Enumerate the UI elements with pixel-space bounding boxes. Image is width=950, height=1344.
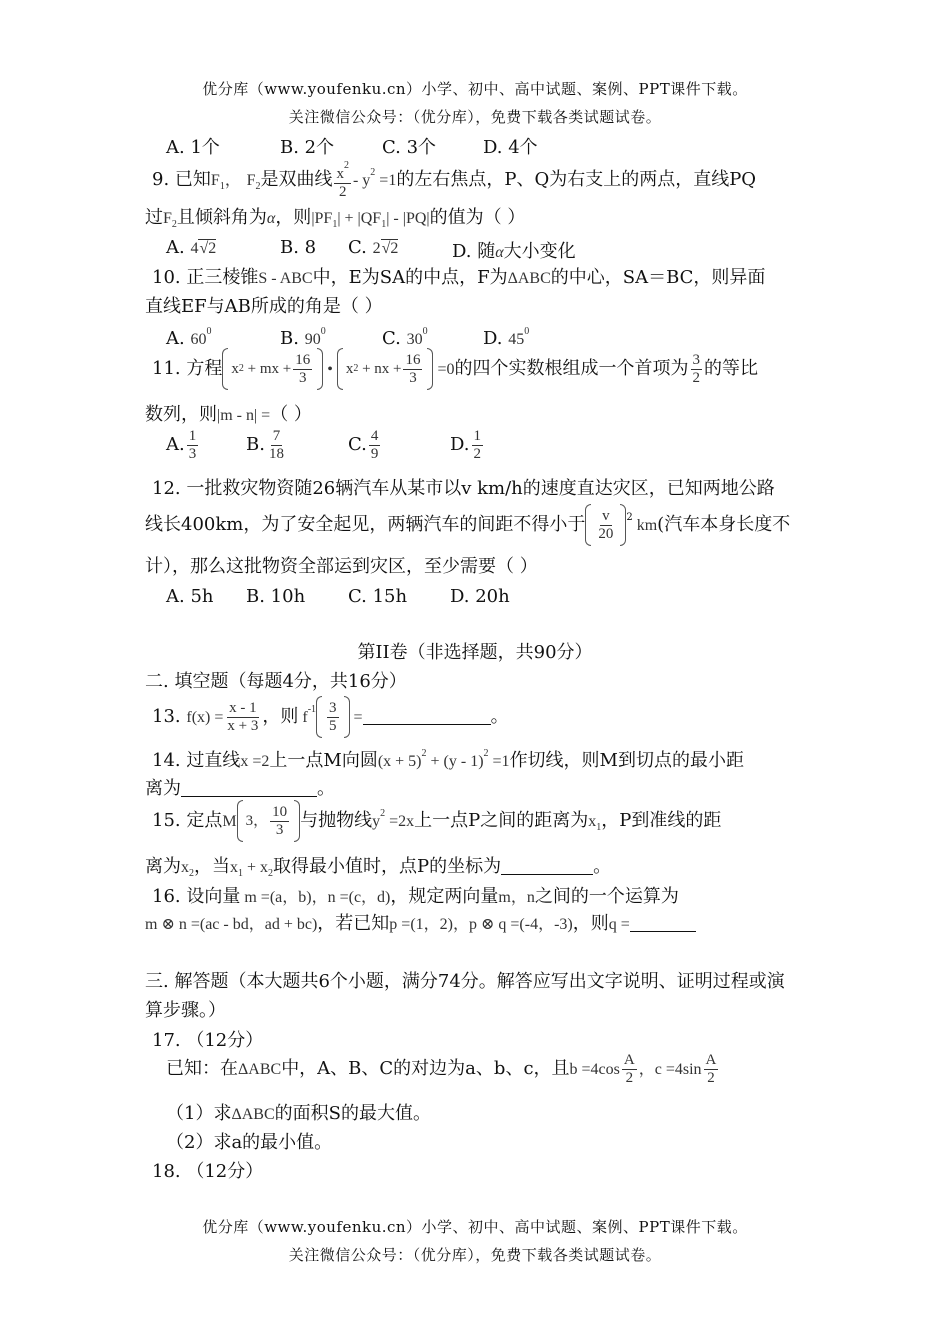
q12-option-a: A. 5h — [166, 586, 214, 607]
q17-sub-1: （1）求ΔABC的面积S的最大值。 — [166, 1103, 431, 1124]
q14-line-2: 离为 。 — [145, 778, 335, 799]
q15-answer-blank[interactable] — [501, 856, 593, 875]
q10-option-c: C. $30^0$ — [382, 326, 428, 349]
q8-option-b: B. 2个 — [280, 137, 335, 158]
q10-line-2: 直线EF与AB所成的角是（ ） — [145, 296, 383, 317]
q13-line: 13. f(x) = $\frac{x - 1}{x + 3}$ ，则 $f^{-1}$ $\frac{3}{5}$ = 。 — [152, 696, 509, 738]
q14-line-1: 14. 过直线x =2上一点M向圆$(x + 5)^2 + (y - 1)^2 =1$作切线，则M到切点的最小距 — [152, 748, 744, 771]
q11-line-2: 数列，则|m - n| =（ ） — [145, 404, 312, 425]
q9-option-d: D. 随α大小变化 — [452, 241, 576, 262]
q9-option-c: C. 2√2 — [348, 237, 399, 258]
q12-option-b: B. 10h — [246, 586, 306, 607]
q10-option-a: A. $60^0$ — [166, 326, 212, 349]
q15-line-1: 15. 定点M 3， $\frac{10}{3}$ 与抛物线$y^2 =2x$上一点P之间的距离为$x_1$，P到准线的距 — [152, 800, 721, 842]
q16-answer-blank[interactable] — [630, 913, 696, 932]
q9-option-a: A. 4√2 — [166, 237, 217, 258]
part3-heading-line-2: 算步骤。） — [145, 1000, 226, 1021]
header-line-2: 关注微信公众号：（优分库），免费下载各类试题试卷。 — [288, 108, 662, 126]
footer-line-1: 优分库（www.youfenku.cn）小学、初中、高中试题、案例、PPT课件下载。 — [202, 1218, 748, 1236]
part2-title: 第II卷（非选择题，共90分） — [357, 642, 593, 663]
header-line-1: 优分库（www.youfenku.cn）小学、初中、高中试题、案例、PPT课件下载。 — [202, 80, 748, 98]
q12-line-3: 计），那么这批物资全部运到灾区，至少需要（ ） — [145, 556, 538, 577]
q10-option-d: D. $45^0$ — [483, 326, 530, 349]
q12-line-2: 线长400km，为了安全起见，两辆汽车的间距不得小于 $\frac{v}{20}$ $^2$ km(汽车本身长度不 — [145, 504, 790, 546]
q10-line-1: 10. 正三棱锥S - ABC中，E为SA的中点，F为ΔABC的中心，SA＝BC，则异面 — [152, 267, 766, 288]
q15-line-2: 离为$x_2$，当$x_1 + x_2$取得最小值时，点P的坐标为 。 — [145, 856, 612, 879]
q11-option-a: A. $\frac{1}{3}$ — [166, 428, 197, 462]
q11-option-b: B. $\frac{7}{18}$ — [246, 428, 284, 462]
q8-option-c: C. 3个 — [382, 137, 437, 158]
q13-answer-blank[interactable] — [363, 706, 491, 725]
q16-line-1: 16. 设向量 m =(a，b)，n =(c，d)，规定两向量m，n之间的一个运算为 — [152, 886, 679, 907]
hyperbola-fraction: $\frac{x^2}{2}$ — [336, 160, 349, 200]
part2-section-heading: 二. 填空题（每题4分，共16分） — [145, 671, 407, 692]
q9-line-1: 9. 已知$F_1$， $F_2$是双曲线 $\frac{x^2}{2}$ - $y^2 =1$的左右焦点，P、Q为右支上的两点，直线PQ — [152, 160, 757, 200]
q18-title: 18. （12分） — [152, 1161, 264, 1182]
q17-title: 17. （12分） — [152, 1030, 264, 1051]
q17-statement: 已知：在ΔABC中，A、B、C的对边为a、b、c，且b =4cos $\frac{A}{2}$ ，c =4sin $\frac{A}{2}$ — [166, 1052, 717, 1086]
q12-line-1: 12. 一批救灾物资随26辆汽车从某市以v km/h的速度直达灾区，已知两地公路 — [152, 478, 775, 499]
q9-line-2: 过$F_2$且倾斜角为α，则$|PF_1| + |QF_1| - |PQ|$的值为（ ） — [145, 207, 526, 230]
q11-option-c: C. $\frac{4}{9}$ — [348, 428, 379, 462]
footer-line-2: 关注微信公众号：（优分库），免费下载各类试题试卷。 — [288, 1246, 662, 1264]
q8-option-a: A. 1个 — [166, 137, 220, 158]
q11-option-d: D. $\frac{1}{2}$ — [450, 428, 482, 462]
q14-answer-blank[interactable] — [181, 778, 317, 797]
q12-option-c: C. 15h — [348, 586, 408, 607]
q9-option-b: B. 8 — [280, 237, 317, 258]
q16-line-2: m ⊗ n =(ac - bd，ad + bc)，若已知p =(1，2)，p ⊗ q =(-4，-3)，则q = — [145, 913, 696, 935]
part3-heading-line-1: 三. 解答题（本大题共6个小题，满分74分。解答应写出文字说明、证明过程或演 — [145, 971, 785, 992]
q8-option-d: D. 4个 — [483, 137, 538, 158]
q17-sub-2: （2）求a的最小值。 — [166, 1132, 333, 1153]
q10-option-b: B. $90^0$ — [280, 326, 326, 349]
q11-line-1: 11. 方程 x 2 + mx + $\frac{16}{3}$ • x 2 + nx + $\frac{16}{3}$ =0的四个实数根组成一个首项为 $\frac{3}{2}$ 的等比 — [152, 348, 758, 390]
q12-option-d: D. 20h — [450, 586, 510, 607]
